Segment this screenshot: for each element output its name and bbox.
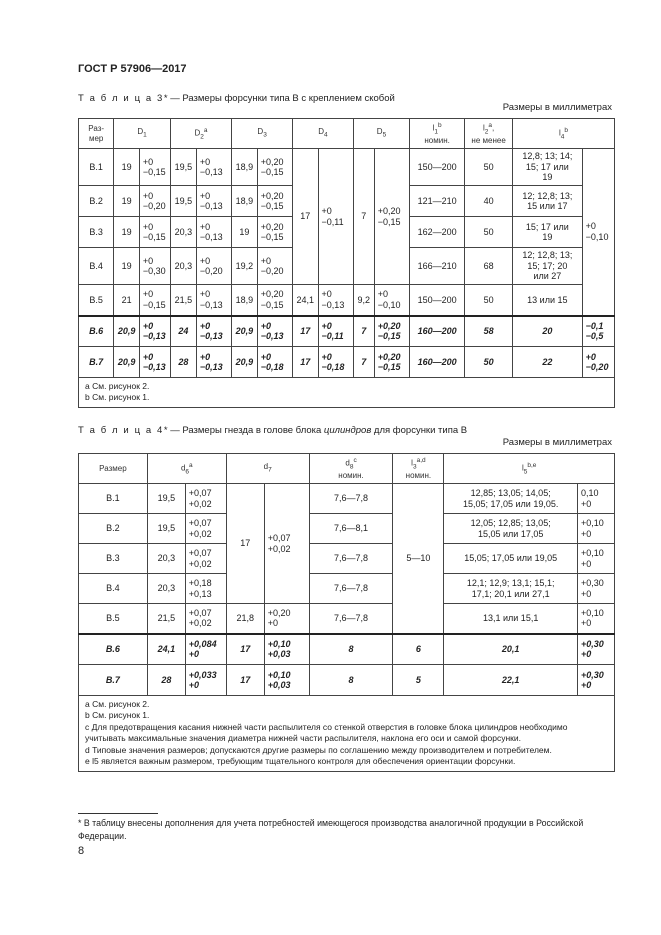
- table-cell: +0 −0,13: [257, 316, 292, 347]
- table-row: [79, 665, 615, 696]
- table-cell: 7: [353, 316, 374, 347]
- note: a См. рисунок 2.: [85, 699, 150, 709]
- table-cell: +0 −0,13: [196, 347, 231, 378]
- table-cell: 18,9: [232, 149, 258, 186]
- table-cell: +0 −0,11: [318, 316, 353, 347]
- table-cell: −0,1 −0,5: [582, 316, 614, 347]
- col-l3: $l_3^{a,d}$ номин.: [393, 454, 444, 484]
- table-cell: 21,8: [226, 604, 264, 634]
- table-cell: 19: [114, 186, 140, 217]
- table-cell: 7,6—8,1: [309, 514, 393, 544]
- table3-units: Размеры в миллиметрах: [502, 102, 612, 113]
- table-cell: +0,033 +0: [185, 665, 226, 696]
- col-l1: $l_1^b$ номин.: [410, 119, 465, 149]
- table-cell: 7,6—7,8: [309, 604, 393, 634]
- table-row: [79, 544, 615, 574]
- table-cell: +0 −0,10: [582, 149, 614, 316]
- table-cell: 20,9: [114, 316, 140, 347]
- table-cell: 20,9: [232, 316, 258, 347]
- table3-label: Т а б л и ц а 3: [78, 93, 164, 104]
- table-cell: +0,07 +0,02: [185, 604, 226, 634]
- table-cell: 19: [114, 149, 140, 186]
- table-row: [79, 484, 615, 514]
- table-row: [79, 634, 615, 665]
- table4: [78, 453, 615, 772]
- col-l5: $l_5^{b,e}$: [444, 454, 615, 484]
- table-cell: 20,3: [147, 574, 185, 604]
- col-size: Раз- мер: [79, 119, 114, 149]
- table-row: [79, 347, 615, 378]
- table-cell: 150—200: [410, 149, 465, 186]
- table-cell: +0 −0,18: [257, 347, 292, 378]
- row-label: В.7: [79, 347, 114, 378]
- table-cell: 17: [226, 665, 264, 696]
- table3-notes: [79, 378, 615, 408]
- table-cell: 24: [170, 316, 196, 347]
- table-cell: +0,18 +0,13: [185, 574, 226, 604]
- table-cell: 17: [226, 484, 264, 604]
- table4-label: Т а б л и ц а 4: [78, 425, 164, 436]
- table-cell: 150—200: [410, 285, 465, 316]
- table-cell: 20,9: [232, 347, 258, 378]
- table-cell: 18,9: [232, 285, 258, 316]
- table-cell: 24,1: [293, 285, 319, 316]
- table-cell: 19,5: [147, 484, 185, 514]
- table-cell: 50: [465, 217, 513, 248]
- row-label: В.5: [79, 604, 148, 634]
- table-cell: +0,07 +0,02: [185, 484, 226, 514]
- table-cell: 20,3: [170, 248, 196, 285]
- table-cell: 15; 17 или 19: [513, 217, 583, 248]
- table-cell: +0,07 +0,02: [185, 514, 226, 544]
- table-cell: +0,10 +0,03: [264, 634, 309, 665]
- table-cell: +0 −0,10: [374, 285, 409, 316]
- table-cell: 58: [465, 316, 513, 347]
- table-cell: +0 −0,11: [318, 149, 353, 285]
- col-d7: $d_7$: [226, 454, 309, 484]
- table-cell: +0 −0,13: [196, 316, 231, 347]
- table-cell: 160—200: [410, 347, 465, 378]
- table-cell: +0,10 +0,03: [264, 665, 309, 696]
- table4-units: Размеры в миллиметрах: [502, 437, 612, 448]
- row-label: В.4: [79, 574, 148, 604]
- table-cell: +0,20 −0,15: [257, 186, 292, 217]
- col-D4: $D_4$: [293, 119, 354, 149]
- table-cell: 50: [465, 285, 513, 316]
- table-cell: 40: [465, 186, 513, 217]
- table3-caption-text: * — Размеры форсунки типа В с креплением скобой: [163, 93, 395, 104]
- table-row: [79, 604, 615, 634]
- table-cell: +0 −0,15: [139, 217, 170, 248]
- table-cell: +0 −0,15: [139, 149, 170, 186]
- table-cell: +0 −0,18: [318, 347, 353, 378]
- row-label: В.3: [79, 544, 148, 574]
- table-cell: +0 −0,13: [139, 347, 170, 378]
- col-size: Размер: [79, 454, 148, 484]
- table-cell: 22,1: [444, 665, 578, 696]
- table-cell: 21,5: [170, 285, 196, 316]
- col-l4: $l_4^b$: [513, 119, 615, 149]
- table-cell: 17: [293, 149, 319, 285]
- table-cell: +0,20 +0: [264, 604, 309, 634]
- row-label: В.6: [79, 634, 148, 665]
- table-cell: +0 −0,13: [139, 316, 170, 347]
- footnote: * В таблицу внесены дополнения для учета потребностей имеющегося производства аналогичной продукции в Российской Федерации.: [78, 818, 584, 841]
- table-row: [79, 514, 615, 544]
- table4-notes: [79, 696, 615, 772]
- table-cell: +0,20 −0,15: [374, 347, 409, 378]
- note: e l5 является важным размером, требующим тщательного контроля для обеспечения ориентации форсунки.: [85, 756, 516, 767]
- table-cell: 19,5: [170, 186, 196, 217]
- table-cell: 8: [309, 634, 393, 665]
- table-cell: 8: [309, 665, 393, 696]
- note: b См. рисунок 1.: [85, 710, 150, 721]
- table-cell: 162—200: [410, 217, 465, 248]
- table-cell: 7,6—7,8: [309, 574, 393, 604]
- table-cell: +0 −0,20: [139, 186, 170, 217]
- note: b См. рисунок 1.: [85, 392, 150, 403]
- note: a См. рисунок 2.: [85, 381, 150, 391]
- table-cell: 19,5: [147, 514, 185, 544]
- table-cell: +0 −0,13: [196, 217, 231, 248]
- row-label: В.4: [79, 248, 114, 285]
- table-cell: 68: [465, 248, 513, 285]
- col-D2: $D_2^a$: [170, 119, 231, 149]
- note: d Типовые значения размеров; допускаются другие размеры по соглашению между производителем и потребителем.: [85, 744, 552, 755]
- row-label: В.7: [79, 665, 148, 696]
- table-row: [79, 574, 615, 604]
- table-cell: +0,20 −0,15: [374, 149, 409, 285]
- table-cell: 20,3: [147, 544, 185, 574]
- table-cell: +0,30 +0: [577, 574, 614, 604]
- table-cell: +0,10 +0: [577, 514, 614, 544]
- table-cell: +0,10 +0: [577, 544, 614, 574]
- table-cell: 12,1; 12,9; 13,1; 15,1; 17,1; 20,1 или 27,1: [444, 574, 578, 604]
- table-cell: 7: [353, 149, 374, 285]
- table-cell: 19,5: [170, 149, 196, 186]
- note: c Для предотвращения касания нижней части распылителя со стенкой отверстия в головке блока цилиндров необходимо учитывать максимальные значения диаметра нижней части распылителя, наклона его оси и самой форсунки.: [85, 721, 568, 744]
- table-cell: +0,20 −0,15: [257, 149, 292, 186]
- row-label: В.3: [79, 217, 114, 248]
- table-row: [79, 285, 615, 316]
- table-cell: 12,8; 13; 14; 15; 17 или 19: [513, 149, 583, 186]
- col-l2: $l_2^a$, не менее: [465, 119, 513, 149]
- table-row: [79, 316, 615, 347]
- table-cell: 15,05; 17,05 или 19,05: [444, 544, 578, 574]
- table-cell: +0,10 +0: [577, 604, 614, 634]
- table-cell: 22: [513, 347, 583, 378]
- table-cell: 50: [465, 149, 513, 186]
- table-cell: +0,20 −0,15: [257, 217, 292, 248]
- table-cell: +0 −0,30: [139, 248, 170, 285]
- table-cell: +0 −0,20: [196, 248, 231, 285]
- table-cell: 20: [513, 316, 583, 347]
- table-cell: 6: [393, 634, 444, 665]
- table-cell: 17: [293, 347, 319, 378]
- table-cell: 13 или 15: [513, 285, 583, 316]
- table-cell: 19: [114, 217, 140, 248]
- table-cell: +0,084 +0: [185, 634, 226, 665]
- col-d8: $d_8^c$ номин.: [309, 454, 393, 484]
- row-label: В.1: [79, 484, 148, 514]
- table-cell: 20,3: [170, 217, 196, 248]
- document-header: ГОСТ Р 57906—2017: [78, 63, 187, 75]
- table-cell: +0,30 +0: [577, 665, 614, 696]
- table-cell: +0,30 +0: [577, 634, 614, 665]
- table-cell: 7: [353, 347, 374, 378]
- col-D1: $D_1$: [114, 119, 170, 149]
- table-cell: 12; 12,8; 13; 15; 17; 20 или 27: [513, 248, 583, 285]
- col-d6: $d_6^a$: [147, 454, 226, 484]
- table-cell: 12,05; 12,85; 13,05; 15,05 или 17,05: [444, 514, 578, 544]
- page-number: 8: [78, 845, 85, 857]
- table-cell: 18,9: [232, 186, 258, 217]
- table4-caption: Т а б л и ц а 4* — Размеры гнезда в голове блока цилиндров для форсунки типа В: [78, 425, 468, 436]
- table-cell: 5: [393, 665, 444, 696]
- table-cell: +0,07 +0,02: [185, 544, 226, 574]
- table-cell: 7,6—7,8: [309, 544, 393, 574]
- table-cell: 19,2: [232, 248, 258, 285]
- table3: [78, 118, 615, 408]
- footnote-rule: [78, 813, 158, 814]
- table-cell: 50: [465, 347, 513, 378]
- table-cell: 9,2: [353, 285, 374, 316]
- table-cell: +0 −0,13: [196, 149, 231, 186]
- table-cell: 166—210: [410, 248, 465, 285]
- row-label: В.5: [79, 285, 114, 316]
- table-cell: 20,1: [444, 634, 578, 665]
- table-cell: 28: [170, 347, 196, 378]
- table3-caption: [78, 93, 395, 104]
- table-cell: 121—210: [410, 186, 465, 217]
- table-cell: 13,1 или 15,1: [444, 604, 578, 634]
- table-cell: 12; 12,8; 13; 15 или 17: [513, 186, 583, 217]
- table-cell: 21,5: [147, 604, 185, 634]
- table-cell: +0 −0,13: [196, 285, 231, 316]
- table-cell: +0 −0,13: [196, 186, 231, 217]
- table-cell: 17: [293, 316, 319, 347]
- table-cell: 5—10: [393, 484, 444, 634]
- row-label: В.1: [79, 149, 114, 186]
- row-label: В.6: [79, 316, 114, 347]
- table-cell: +0 −0,20: [257, 248, 292, 285]
- table-cell: +0,07 +0,02: [264, 484, 309, 604]
- table-cell: 160—200: [410, 316, 465, 347]
- table-cell: 24,1: [147, 634, 185, 665]
- table-cell: 28: [147, 665, 185, 696]
- table-cell: +0,20 −0,15: [257, 285, 292, 316]
- col-D5: $D_5$: [353, 119, 409, 149]
- table-cell: 21: [114, 285, 140, 316]
- table-cell: +0 −0,20: [582, 347, 614, 378]
- table-cell: 0,10 +0: [577, 484, 614, 514]
- col-D3: $D_3$: [232, 119, 293, 149]
- table-cell: 19: [232, 217, 258, 248]
- row-label: В.2: [79, 186, 114, 217]
- table-cell: 20,9: [114, 347, 140, 378]
- table-cell: +0 −0,13: [318, 285, 353, 316]
- table-row: [79, 149, 615, 186]
- table-cell: 7,6—7,8: [309, 484, 393, 514]
- table-cell: 19: [114, 248, 140, 285]
- table-cell: 17: [226, 634, 264, 665]
- table-cell: +0,20 −0,15: [374, 316, 409, 347]
- table-cell: 12,85; 13,05; 14,05; 15,05; 17,05 или 19,05.: [444, 484, 578, 514]
- table-cell: +0 −0,15: [139, 285, 170, 316]
- row-label: В.2: [79, 514, 148, 544]
